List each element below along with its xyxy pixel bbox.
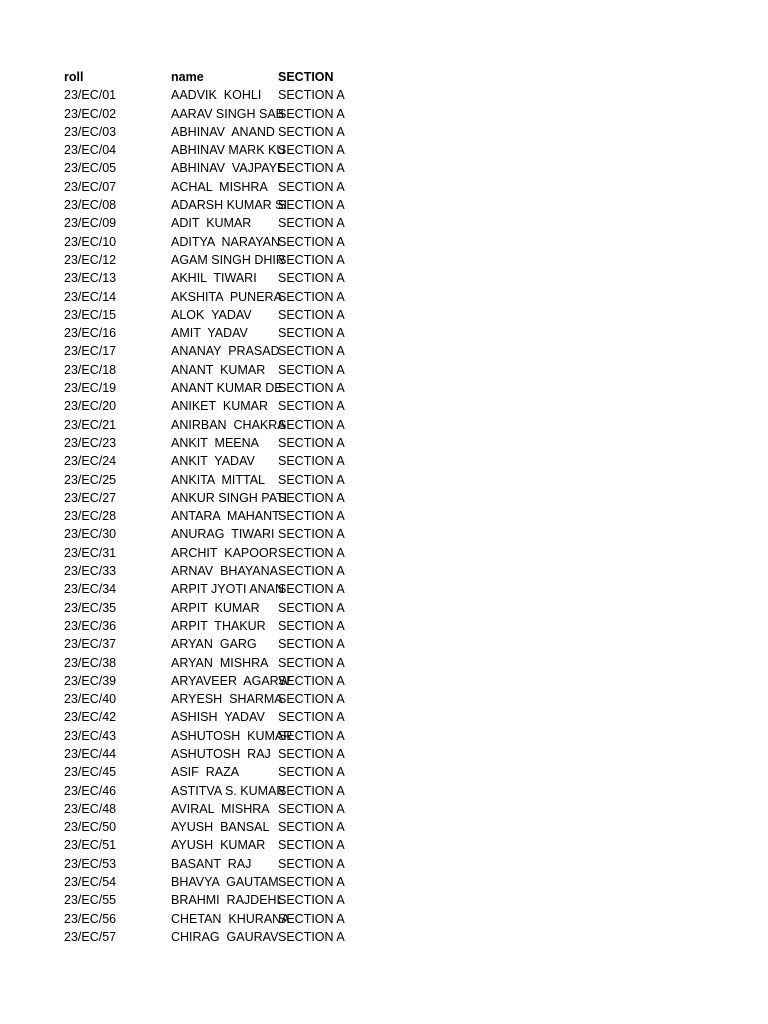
roll-cell: 23/EC/39 [64,673,117,688]
section-cell: SECTION A [278,564,345,579]
section-cell: SECTION A [278,88,345,103]
section-cell: SECTION A [278,161,345,176]
section-cell: SECTION A [278,838,345,853]
name-cell: AKHIL TIWARI [171,271,257,286]
name-cell: ANKITA MITTAL [171,472,265,487]
section-cell: SECTION A [278,399,345,414]
section-cell: SECTION A [278,728,345,743]
roll-cell: 23/EC/01 [64,88,117,103]
name-cell: ASTITVA S. KUMAR [171,783,286,798]
name-cell: ANANAY PRASAD [171,344,280,359]
roll-cell: 23/EC/07 [64,179,117,194]
roll-cell: 23/EC/27 [64,490,117,505]
roll-cell: 23/EC/10 [64,234,117,249]
roll-cell: 23/EC/44 [64,746,117,761]
roll-cell: 23/EC/17 [64,344,117,359]
section-cell: SECTION A [278,216,345,231]
name-cell: ARYAN MISHRA [171,655,269,670]
name-cell: ANTARA MAHANT [171,509,280,524]
section-cell: SECTION A [278,252,345,267]
roll-cell: 23/EC/37 [64,637,117,652]
name-cell: ANANT KUMAR DE [171,381,283,396]
section-cell: SECTION A [278,124,345,139]
section-cell: SECTION A [278,143,345,158]
section-cell: SECTION A [278,618,345,633]
name-cell: ANIKET KUMAR [171,399,269,414]
section-cell: SECTION A [278,746,345,761]
name-cell: ACHAL MISHRA [171,179,268,194]
section-cell: SECTION A [278,289,345,304]
roll-cell: 23/EC/31 [64,545,117,560]
roll-cell: 23/EC/09 [64,216,117,231]
roll-cell: 23/EC/24 [64,454,117,469]
roll-cell: 23/EC/57 [64,929,117,944]
section-cell: SECTION A [278,362,345,377]
name-cell: ADARSH KUMAR SI [171,198,287,213]
name-cell: ANANT KUMAR [171,362,266,377]
section-cell: SECTION A [278,929,345,944]
roll-cell: 23/EC/48 [64,801,117,816]
roll-cell: 23/EC/15 [64,307,117,322]
name-cell: ARCHIT KAPOOR [171,545,278,560]
roll-cell: 23/EC/16 [64,326,117,341]
name-cell: ABHINAV MARK KU [171,143,286,158]
name-column-header: name [171,70,204,84]
name-cell: ADIT KUMAR [171,216,252,231]
section-cell: SECTION A [278,545,345,560]
name-cell: AMIT YADAV [171,326,248,341]
roll-cell: 23/EC/38 [64,655,117,670]
name-cell: AKSHITA PUNERA [171,289,282,304]
name-cell: ABHINAV ANAND [171,124,275,139]
section-cell: SECTION A [278,765,345,780]
roll-cell: 23/EC/56 [64,911,117,926]
section-cell: SECTION A [278,179,345,194]
section-cell: SECTION A [278,198,345,213]
roll-cell: 23/EC/20 [64,399,117,414]
name-cell: ANKUR SINGH PATI [171,490,288,505]
name-cell: ARPIT KUMAR [171,600,260,615]
section-cell: SECTION A [278,582,345,597]
section-cell: SECTION A [278,271,345,286]
name-cell: ASHISH YADAV [171,710,265,725]
name-cell: CHETAN KHURANA [171,911,290,926]
name-cell: AYUSH BANSAL [171,820,270,835]
roll-cell: 23/EC/25 [64,472,117,487]
roll-cell: 23/EC/18 [64,362,117,377]
roll-cell: 23/EC/53 [64,856,117,871]
section-cell: SECTION A [278,490,345,505]
name-cell: ANURAG TIWARI [171,527,275,542]
section-cell: SECTION A [278,692,345,707]
roll-cell: 23/EC/55 [64,893,117,908]
section-cell: SECTION A [278,344,345,359]
roll-cell: 23/EC/23 [64,435,117,450]
section-cell: SECTION A [278,820,345,835]
name-cell: ARYAVEER AGARW [171,673,291,688]
roll-column-header: roll [64,70,84,84]
roll-cell: 23/EC/08 [64,198,117,213]
roll-cell: 23/EC/33 [64,564,117,579]
section-cell: SECTION A [278,381,345,396]
roll-cell: 23/EC/35 [64,600,117,615]
section-cell: SECTION A [278,875,345,890]
name-cell: ASIF RAZA [171,765,240,780]
roll-cell: 23/EC/14 [64,289,117,304]
section-cell: SECTION A [278,710,345,725]
name-cell: ABHINAV VAJPAYE [171,161,286,176]
roll-cell: 23/EC/42 [64,710,117,725]
roll-cell: 23/EC/13 [64,271,117,286]
section-cell: SECTION A [278,856,345,871]
section-cell: SECTION A [278,637,345,652]
section-cell: SECTION A [278,783,345,798]
roll-cell: 23/EC/54 [64,875,117,890]
name-cell: ASHUTOSH KUMAR [171,728,293,743]
roll-cell: 23/EC/34 [64,582,117,597]
section-cell: SECTION A [278,911,345,926]
name-cell: ALOK YADAV [171,307,252,322]
section-cell: SECTION A [278,509,345,524]
name-cell: AGAM SINGH DHIR [171,252,285,267]
roll-cell: 23/EC/40 [64,692,117,707]
roll-cell: 23/EC/12 [64,252,117,267]
roll-cell: 23/EC/19 [64,381,117,396]
roll-cell: 23/EC/51 [64,838,117,853]
section-cell: SECTION A [278,326,345,341]
section-cell: SECTION A [278,527,345,542]
name-cell: ADITYA NARAYAN [171,234,281,249]
name-cell: ANIRBAN CHAKRA [171,417,286,432]
section-cell: SECTION A [278,234,345,249]
roll-cell: 23/EC/05 [64,161,117,176]
name-cell: AVIRAL MISHRA [171,801,270,816]
section-cell: SECTION A [278,435,345,450]
section-cell: SECTION A [278,472,345,487]
name-cell: BASANT RAJ [171,856,252,871]
name-cell: CHIRAG GAURAV [171,929,279,944]
roll-cell: 23/EC/02 [64,106,117,121]
name-cell: BRAHMI RAJDEHL [171,893,284,908]
name-cell: ANKIT YADAV [171,454,255,469]
name-cell: ANKIT MEENA [171,435,259,450]
name-cell: ASHUTOSH RAJ [171,746,271,761]
roll-cell: 23/EC/50 [64,820,117,835]
name-cell: ARYAN GARG [171,637,257,652]
roll-cell: 23/EC/43 [64,728,117,743]
name-cell: ARPIT JYOTI ANAN [171,582,284,597]
name-cell: AARAV SINGH SAB [171,106,284,121]
section-cell: SECTION A [278,417,345,432]
roll-cell: 23/EC/03 [64,124,117,139]
section-cell: SECTION A [278,454,345,469]
roll-cell: 23/EC/04 [64,143,117,158]
name-cell: AADVIK KOHLI [171,88,262,103]
name-cell: BHAVYA GAUTAM [171,875,279,890]
section-cell: SECTION A [278,600,345,615]
section-cell: SECTION A [278,655,345,670]
name-cell: AYUSH KUMAR [171,838,266,853]
section-cell: SECTION A [278,106,345,121]
section-cell: SECTION A [278,893,345,908]
roll-cell: 23/EC/36 [64,618,117,633]
roll-cell: 23/EC/46 [64,783,117,798]
roll-cell: 23/EC/28 [64,509,117,524]
section-cell: SECTION A [278,673,345,688]
name-cell: ARPIT THAKUR [171,618,266,633]
section-column-header: SECTION [278,70,334,84]
name-cell: ARNAV BHAYANA [171,564,278,579]
section-cell: SECTION A [278,801,345,816]
roll-cell: 23/EC/45 [64,765,117,780]
roll-cell: 23/EC/30 [64,527,117,542]
section-cell: SECTION A [278,307,345,322]
roll-cell: 23/EC/21 [64,417,117,432]
name-cell: ARYESH SHARMA [171,692,283,707]
